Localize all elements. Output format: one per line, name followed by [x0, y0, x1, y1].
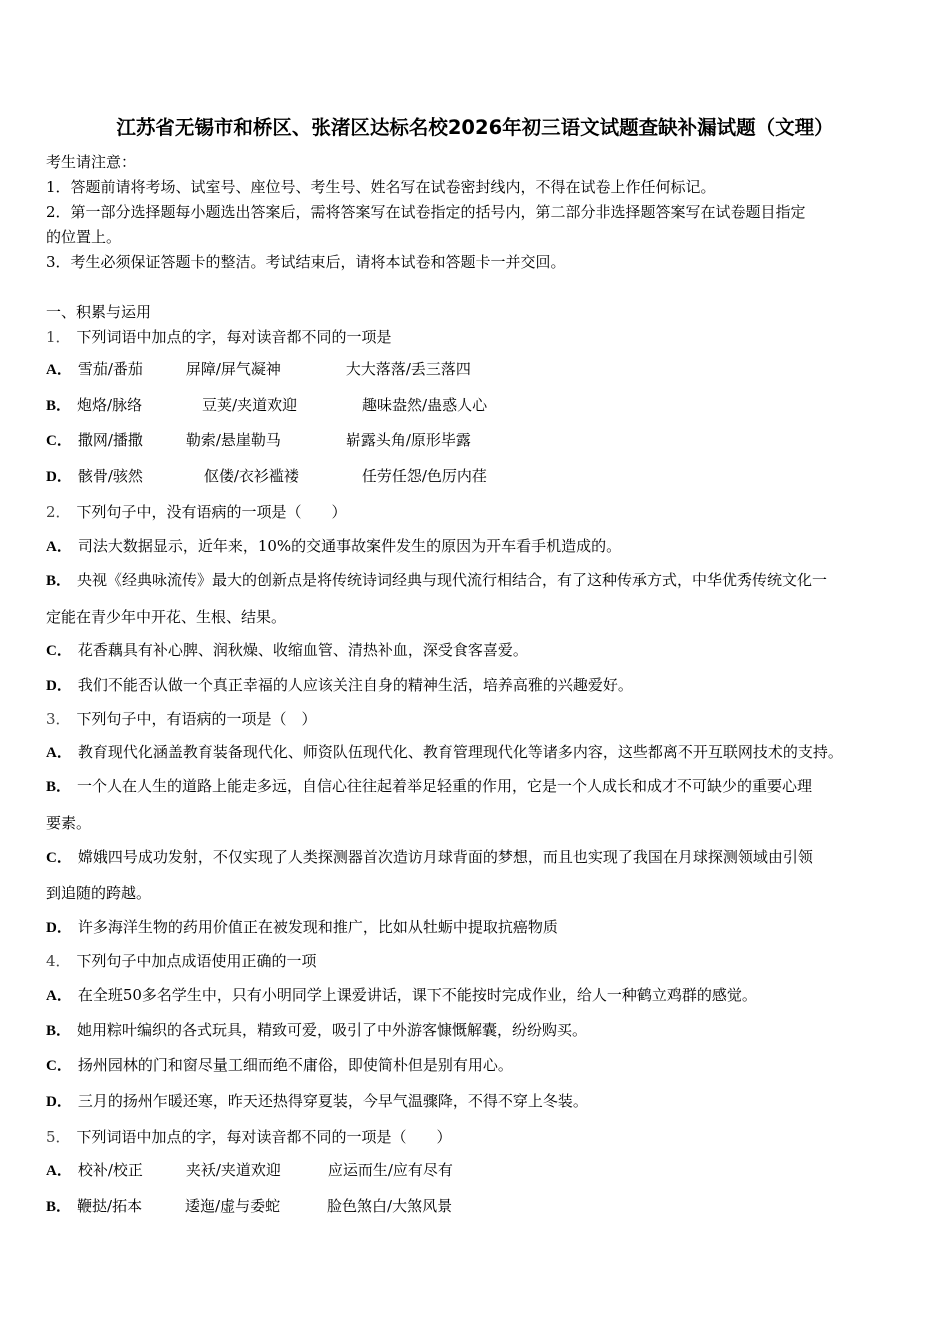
option-line — [46, 570, 827, 591]
option-line — [46, 607, 286, 627]
option-line — [46, 640, 528, 661]
question-text: 下列词语中加点的字，每对读音都不同的一项是（ ） — [76, 1128, 452, 1146]
question-5-stem — [46, 1127, 452, 1147]
question-number: 3． — [46, 710, 71, 728]
question-number: 5． — [46, 1128, 71, 1146]
question-text: 下列词语中加点的字，每对读音都不同的一项是 — [76, 328, 392, 346]
question-text: 下列句子中，有语病的一项是（ ） — [76, 710, 317, 728]
option-label: B． — [46, 398, 72, 414]
option-text: 在全班50多名学生中，只有小明同学上课爱讲话，课下不能按时完成作业，给人一种鹤立鸡群的感觉。 — [77, 986, 757, 1004]
option-row — [46, 430, 471, 451]
notice-heading: 考生请注意： — [46, 153, 137, 171]
option-label: C． — [46, 1058, 72, 1074]
option-line — [46, 917, 558, 938]
option-text: 央视《经典咏流传》最大的创新点是将传统诗词经典与现代流行相结合，有了这种传承方式，中华优秀传统文化一 — [77, 571, 828, 589]
option-text: 她用粽叶编织的各式玩具，精致可爱，吸引了中外游客慷慨解囊，纷纷购买。 — [77, 1021, 588, 1039]
option-label: D． — [46, 469, 72, 485]
option-cell: 鞭挞/拓本 — [77, 1197, 143, 1215]
option-label: B． — [46, 779, 72, 795]
option-cell: 炮烙/脉络 — [77, 396, 143, 414]
option-row — [46, 466, 487, 487]
option-text: 司法大数据显示，近年来，10%的交通事故案件发生的原因为开车看手机造成的。 — [77, 537, 622, 555]
question-text: 下列句子中，没有语病的一项是（ ） — [76, 503, 347, 521]
option-line — [46, 1055, 513, 1076]
option-cell: 校补/校正 — [77, 1161, 143, 1179]
option-label: A． — [46, 745, 72, 761]
option-label: D． — [46, 920, 72, 936]
option-label: B． — [46, 573, 72, 589]
option-line — [46, 1020, 587, 1041]
option-line — [46, 536, 621, 557]
question-2-stem — [46, 502, 347, 522]
option-cell: 应运而生/应有尽有 — [327, 1161, 453, 1179]
option-label: A． — [46, 539, 72, 555]
option-text: 花香藕具有补心脾、润秋燥、收缩血管、清热补血，深受食客喜爱。 — [77, 641, 528, 659]
option-text: 要素。 — [46, 814, 92, 832]
option-cell: 大大落落/丢三落四 — [345, 360, 471, 378]
question-1-stem — [46, 327, 392, 347]
option-label: A． — [46, 988, 72, 1004]
option-cell: 骸骨/骇然 — [77, 467, 143, 485]
notice-item: 1．答题前请将考场、试室号、座位号、考生号、姓名写在试卷密封线内，不得在试卷上作任何标记。 — [46, 178, 716, 196]
option-text: 教育现代化涵盖教育装备现代化、师资队伍现代化、教育管理现代化等诸多内容，这些都离不开互联网技术的支持。 — [77, 743, 843, 761]
option-label: C． — [46, 643, 72, 659]
question-4-stem — [46, 951, 317, 971]
question-3-stem — [46, 709, 317, 729]
notice-item: 3．考生必须保证答题卡的整洁。考试结束后，请将本试卷和答题卡一并交回。 — [46, 253, 566, 271]
question-number: 2． — [46, 503, 71, 521]
question-number: 1． — [46, 328, 71, 346]
option-cell: 撒网/播撒 — [77, 431, 143, 449]
option-text: 我们不能否认做一个真正幸福的人应该关注自身的精神生活，培养高雅的兴趣爱好。 — [77, 676, 633, 694]
option-cell: 脸色煞白/大煞风景 — [327, 1197, 453, 1215]
notice-item: 的位置上。 — [46, 228, 122, 246]
option-cell: 趣味盎然/蛊惑人心 — [362, 396, 488, 414]
option-cell: 夹袄/夹道欢迎 — [185, 1161, 281, 1179]
option-text: 许多海洋生物的药用价值正在被发现和推广，比如从牡蛎中提取抗癌物质 — [77, 918, 558, 936]
option-label: B． — [46, 1199, 72, 1215]
option-line — [46, 1091, 588, 1112]
option-row — [46, 359, 471, 380]
option-row — [46, 1160, 453, 1181]
option-cell: 屏障/屏气凝神 — [185, 360, 281, 378]
option-cell: 崭露头角/原形毕露 — [345, 431, 471, 449]
option-label: A． — [46, 1163, 72, 1179]
option-label: D． — [46, 678, 72, 694]
option-label: C． — [46, 433, 72, 449]
option-line — [46, 675, 633, 696]
option-cell: 雪茄/番茄 — [77, 360, 143, 378]
notice-item: 2．第一部分选择题每小题选出答案后，需将答案写在试卷指定的括号内，第二部分非选择题答案写在试卷题目指定 — [46, 203, 806, 221]
option-text: 定能在青少年中开花、生根、结果。 — [46, 608, 287, 626]
option-row — [46, 395, 487, 416]
option-label: B． — [46, 1023, 72, 1039]
section-heading: 一、积累与运用 — [46, 303, 152, 321]
option-cell: 任劳任怨/色厉内荏 — [361, 467, 487, 485]
question-number: 4． — [46, 952, 71, 970]
option-line — [46, 985, 757, 1006]
option-cell: 伛偻/衣衫褴褛 — [203, 467, 299, 485]
option-text: 三月的扬州乍暖还寒，昨天还热得穿夏装，今早气温骤降，不得不穿上冬装。 — [77, 1092, 588, 1110]
option-label: C． — [46, 850, 72, 866]
option-cell: 豆荚/夹道欢迎 — [202, 396, 298, 414]
option-text: 嫦娥四号成功发射，不仅实现了人类探测器首次造访月球背面的梦想，而且也实现了我国在月球探测领域由引领 — [77, 848, 813, 866]
option-text: 到追随的跨越。 — [46, 884, 152, 902]
question-text: 下列句子中加点成语使用正确的一项 — [76, 952, 317, 970]
option-line — [46, 742, 843, 763]
option-text: 一个人在人生的道路上能走多远，自信心往往起着举足轻重的作用，它是一个人成长和成才不可缺少的重要心理 — [77, 777, 813, 795]
option-line — [46, 847, 813, 868]
option-label: A． — [46, 362, 72, 378]
option-cell: 勒索/悬崖勒马 — [185, 431, 281, 449]
option-text: 扬州园林的门和窗尽量工细而绝不庸俗，即使简朴但是别有用心。 — [77, 1056, 513, 1074]
option-line — [46, 813, 91, 833]
option-label: D． — [46, 1094, 72, 1110]
option-line — [46, 776, 812, 797]
option-row — [46, 1196, 452, 1217]
option-line — [46, 883, 151, 903]
page-title: 江苏省无锡市和桥区、张渚区达标名校2026年初三语文试题查缺补漏试题（文理） — [116, 116, 834, 139]
option-cell: 逶迤/虚与委蛇 — [185, 1197, 281, 1215]
